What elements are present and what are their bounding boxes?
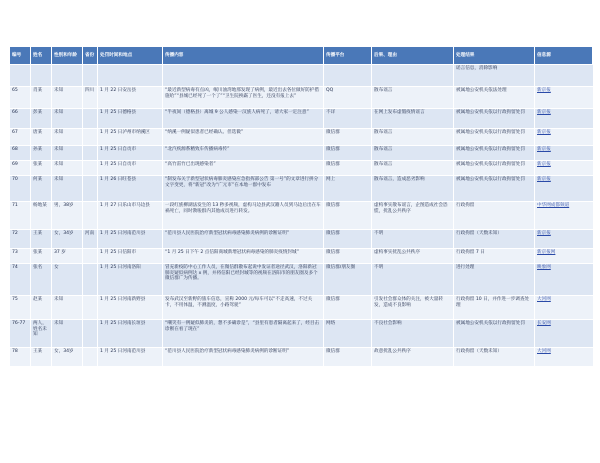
cell-id: 66 [10, 109, 31, 129]
cell-name: 肖某 [31, 87, 52, 109]
cell-consequence: 故意扰乱公共秩序 [372, 348, 454, 367]
cell-platform: 不详 [324, 109, 372, 129]
cell-content: “1 月 25 日下午 2 点信阳商城新增冠状病毒感染的肺炎疫情封城” [163, 249, 324, 264]
rumor-cases-table [9, 46, 593, 366]
cell-content: “嘲笑有一例疑似肺炎的，想不多确诊是”，“县里有患者隔离起来了，经目击诊断在看了现在” [163, 320, 324, 348]
cell-gender-age: 未知 [52, 176, 83, 202]
table-row [10, 202, 593, 230]
cell-result: 行政拘留 10 日，并作进一步调查处理 [454, 296, 535, 320]
cell-result: 行政拘留 7 日 [454, 249, 535, 264]
cell-gender-age: 女，34岁 [52, 348, 83, 367]
cell-consequence: 不明 [372, 264, 454, 296]
cell-id: 71 [10, 202, 31, 230]
cell-platform: QQ [324, 87, 372, 109]
cell-time-place: 1 月 22 日安岳县 [98, 87, 163, 109]
table-row [10, 65, 593, 87]
cell-platform: 微信群 [324, 161, 372, 176]
cell-time-place: 1 月 25 日信阳市 [98, 249, 163, 264]
cell-consequence [372, 65, 454, 87]
table-row [10, 264, 593, 296]
table-row [10, 230, 593, 249]
cell-source[interactable]: 新京报 [535, 161, 593, 176]
table-row [10, 348, 593, 367]
cell-province [83, 161, 98, 176]
cell-gender-age: 未知 [52, 109, 83, 129]
cell-time-place: 1 月 25 日河南范川县 [98, 230, 163, 249]
cell-platform: 微信群 [324, 146, 372, 161]
cell-result: 被属地公安机关依以行政拘留处罚 [454, 146, 535, 161]
cell-name: 赵某 [31, 296, 52, 320]
cell-time-place: 1 月 25 日泸州市纳溪区 [98, 129, 163, 146]
cell-result: 被属地公安机关依以行政拘留处罚 [454, 109, 535, 129]
col-header-gender-age: 性别和年龄 [52, 47, 83, 65]
cell-name: 王某 [31, 230, 52, 249]
cell-platform [324, 65, 372, 87]
cell-content: “北汽疾源系精致车传播病毒传” [163, 146, 324, 161]
cell-id: 67 [10, 129, 31, 146]
col-header-platform: 传播平台 [324, 47, 372, 65]
cell-result: 被属地公安机关依法处理 [454, 87, 535, 109]
cell-content: “范川县人民医院治疗新型冠状病毒感染肺炎病例的诊断证明” [163, 230, 324, 249]
cell-consequence: 引发社会群众体的关注，被大量转发，造成不良影响 [372, 296, 454, 320]
cell-gender-age: 未知 [52, 296, 83, 320]
cell-id: 74 [10, 264, 31, 296]
cell-time-place: 1 月 27 日乐山市马边县 [98, 202, 163, 230]
cell-province: 河南 [83, 230, 98, 249]
cell-province [83, 320, 98, 348]
cell-content: “最近新型病毒有点凶，岷川油湾地那发现了病例，最近出去各位做好防护措施哈”“县城已经死了一个了”“卫生院换霸了医生，还没有报上去” [163, 87, 324, 109]
col-header-time-place: 处罚时间和地点 [98, 47, 163, 65]
cell-source[interactable]: 中华网成都频道 [535, 202, 593, 230]
cell-id: 78 [10, 348, 31, 367]
table-row [10, 296, 593, 320]
cell-consequence: 不良社会影响 [372, 320, 454, 348]
cell-result: 谣言信息，消除影响 [454, 65, 535, 87]
cell-consequence: 散布谣言 [372, 129, 454, 146]
cell-name: 何某 [31, 176, 52, 202]
cell-gender-age: 未知 [52, 146, 83, 161]
cell-source[interactable]: 新京报 [535, 146, 593, 161]
table-row [10, 129, 593, 146]
cell-name: 王某 [31, 348, 52, 367]
cell-id: 75 [10, 296, 31, 320]
cell-source[interactable]: 新京报 [535, 109, 593, 129]
cell-source[interactable]: 新京报 [535, 176, 593, 202]
cell-content: “半夜间（德格县）离城 9 公人感染一汉族人病死了，请大家一定注意” [163, 109, 324, 129]
table-row [10, 176, 593, 202]
cell-platform: 微信群 [324, 202, 372, 230]
cell-platform: 微信群 [324, 129, 372, 146]
cell-platform: 网上 [324, 176, 372, 202]
cell-source[interactable]: 新京报 [535, 129, 593, 146]
cell-result: 行政拘留（天数未知） [454, 348, 535, 367]
cell-time-place: 1 月 25 日河南新野县 [98, 296, 163, 320]
cell-content: “制发布关于新型冠状病毒肺炎感染应急指挥部公告 第一号”的文章进行拼分文字变更，将“新冠”改为“广元市”在本地一群中发布 [163, 176, 324, 202]
cell-platform: 微信群 [324, 296, 372, 320]
cell-name: 唐某 [31, 129, 52, 146]
table-row [10, 161, 593, 176]
cell-name [31, 65, 52, 87]
cell-content: 冒充新疫防中心工作人员，在微信群散布起说中发证者途径武汉，洛阳新冠肺炎疑似病例达 x 例，并将信阳已经封城等的视频在洛阳市的朋友圈及多个微信群广为传播。 [163, 264, 324, 296]
cell-result: 被属地公安机关依以行政拘留处罚 [454, 161, 535, 176]
cell-consequence: 散布谣言 [372, 161, 454, 176]
table-container [9, 46, 592, 366]
cell-province [83, 146, 98, 161]
cell-id: 68 [10, 146, 31, 161]
cell-source[interactable]: 新京报 [535, 230, 593, 249]
col-header-source: 信息源 [535, 47, 593, 65]
cell-consequence: 不明 [372, 230, 454, 249]
cell-time-place: 1 月 25 日自贡市 [98, 146, 163, 161]
cell-source[interactable]: 新京报 [535, 87, 593, 109]
cell-gender-age: 女 [52, 264, 83, 296]
cell-platform: 微信群 [324, 230, 372, 249]
cell-time-place: 1 月 25 日河南长垣县 [98, 320, 163, 348]
cell-consequence: 散布谣言 [372, 87, 454, 109]
cell-content [163, 65, 324, 87]
cell-result: 进行处理 [454, 264, 535, 296]
cell-content: “纳溪一例疑似患者已经确认。但选微” [163, 129, 324, 146]
cell-source[interactable] [535, 65, 593, 87]
cell-gender-age: 女，34岁 [52, 230, 83, 249]
cell-platform: 微信群 [324, 348, 372, 367]
cell-source[interactable]: 大河网 [535, 348, 593, 367]
cell-consequence: 虚构事实散布谣言，企图造成社会恐慌，扰乱公共秩序 [372, 202, 454, 230]
cell-consequence: 散布谣言 [372, 146, 454, 161]
cell-consequence: 散布谣言，造成恶劣影响 [372, 176, 454, 202]
cell-province: 四川 [83, 87, 98, 109]
cell-source[interactable]: 新京报网 [535, 249, 593, 264]
cell-province [83, 348, 98, 367]
cell-gender-age [52, 65, 83, 87]
col-header-result: 处理结果 [454, 47, 535, 65]
cell-time-place: 1 月 25 日自贡市 [98, 161, 163, 176]
cell-platform: 微信群/朋友圈 [324, 264, 372, 296]
cell-time-place: 1 月 25 日德格县 [98, 109, 163, 129]
cell-time-place [98, 65, 163, 87]
cell-source[interactable]: 映象网 [535, 264, 593, 296]
cell-consequence: 在网上发布虚假疫情谣言 [372, 109, 454, 129]
cell-gender-age: 未知 [52, 320, 83, 348]
cell-id: 70 [10, 176, 31, 202]
cell-name: 张名 [31, 264, 52, 296]
cell-name: 孙某 [31, 146, 52, 161]
table-row [10, 87, 593, 109]
col-header-content: 传播内容 [163, 47, 324, 65]
cell-source[interactable]: 大河网 [535, 296, 593, 320]
table-row [10, 249, 593, 264]
cell-gender-age: 未知 [52, 129, 83, 146]
cell-result: 行政拘留 [454, 202, 535, 230]
cell-province [83, 109, 98, 129]
cell-name: 两人，姓名未知 [31, 320, 52, 348]
cell-id: 69 [10, 161, 31, 176]
cell-name: 张某 [31, 161, 52, 176]
cell-province [83, 202, 98, 230]
cell-result: 行政拘留（天数未知） [454, 230, 535, 249]
cell-time-place: 1 月 25 日河南洛阳 [98, 264, 163, 296]
col-header-id: 编号 [10, 47, 31, 65]
cell-result: 被属地公安机关依以行政拘留处罚 [454, 320, 535, 348]
cell-content: “范川县人民医院治疗新型冠状病毒感染肺炎病例的诊断证明” [163, 348, 324, 367]
cell-province [83, 65, 98, 87]
cell-content: 发布武汉至新野的旅车信息，宣称 2000 元/每车可以“不走高速，不过关卡，不用体温，不测温度，小路驾驶” [163, 296, 324, 320]
cell-platform: 网络 [324, 320, 372, 348]
cell-name: 杨地某 [31, 202, 52, 230]
col-header-province: 省份 [83, 47, 98, 65]
cell-result: 被属地公安机关依以行政拘留处罚 [454, 129, 535, 146]
table-row [10, 320, 593, 348]
cell-result: 被属地公安机关依以行政拘留处罚 [454, 176, 535, 202]
cell-province [83, 176, 98, 202]
cell-id: 72 [10, 230, 31, 249]
cell-platform: 微信群 [324, 249, 372, 264]
cell-time-place: 1 月 26 日旺苍县 [98, 176, 163, 202]
cell-province [83, 129, 98, 146]
cell-id [10, 65, 31, 87]
cell-time-place: 1 月 25 日河南范川县 [98, 348, 163, 367]
cell-content: 一段红族柳湖法发生的 13 秒多视频，虚构马边县武汉籍人员到马边后出在车祸死亡，同时教唆群内其他成员进行转发。 [163, 202, 324, 230]
cell-gender-age: 未知 [52, 161, 83, 176]
cell-gender-age: 37 岁 [52, 249, 83, 264]
cell-province [83, 249, 98, 264]
cell-province [83, 264, 98, 296]
table-row [10, 109, 593, 129]
cell-gender-age: 男，38岁 [52, 202, 83, 230]
cell-source[interactable]: 长安网 [535, 320, 593, 348]
cell-content: “高竹雷竹已出现感染者” [163, 161, 324, 176]
col-header-name: 姓名 [31, 47, 52, 65]
col-header-consequence: 后果、理由 [372, 47, 454, 65]
table-row [10, 146, 593, 161]
cell-name: 彭某 [31, 109, 52, 129]
cell-id: 73 [10, 249, 31, 264]
cell-id: 65 [10, 87, 31, 109]
cell-name: 张某 [31, 249, 52, 264]
cell-province [83, 296, 98, 320]
header-row [10, 47, 593, 65]
cell-consequence: 虚构事实扰乱公共秩序 [372, 249, 454, 264]
cell-gender-age: 未知 [52, 87, 83, 109]
cell-id: 76-77 [10, 320, 31, 348]
